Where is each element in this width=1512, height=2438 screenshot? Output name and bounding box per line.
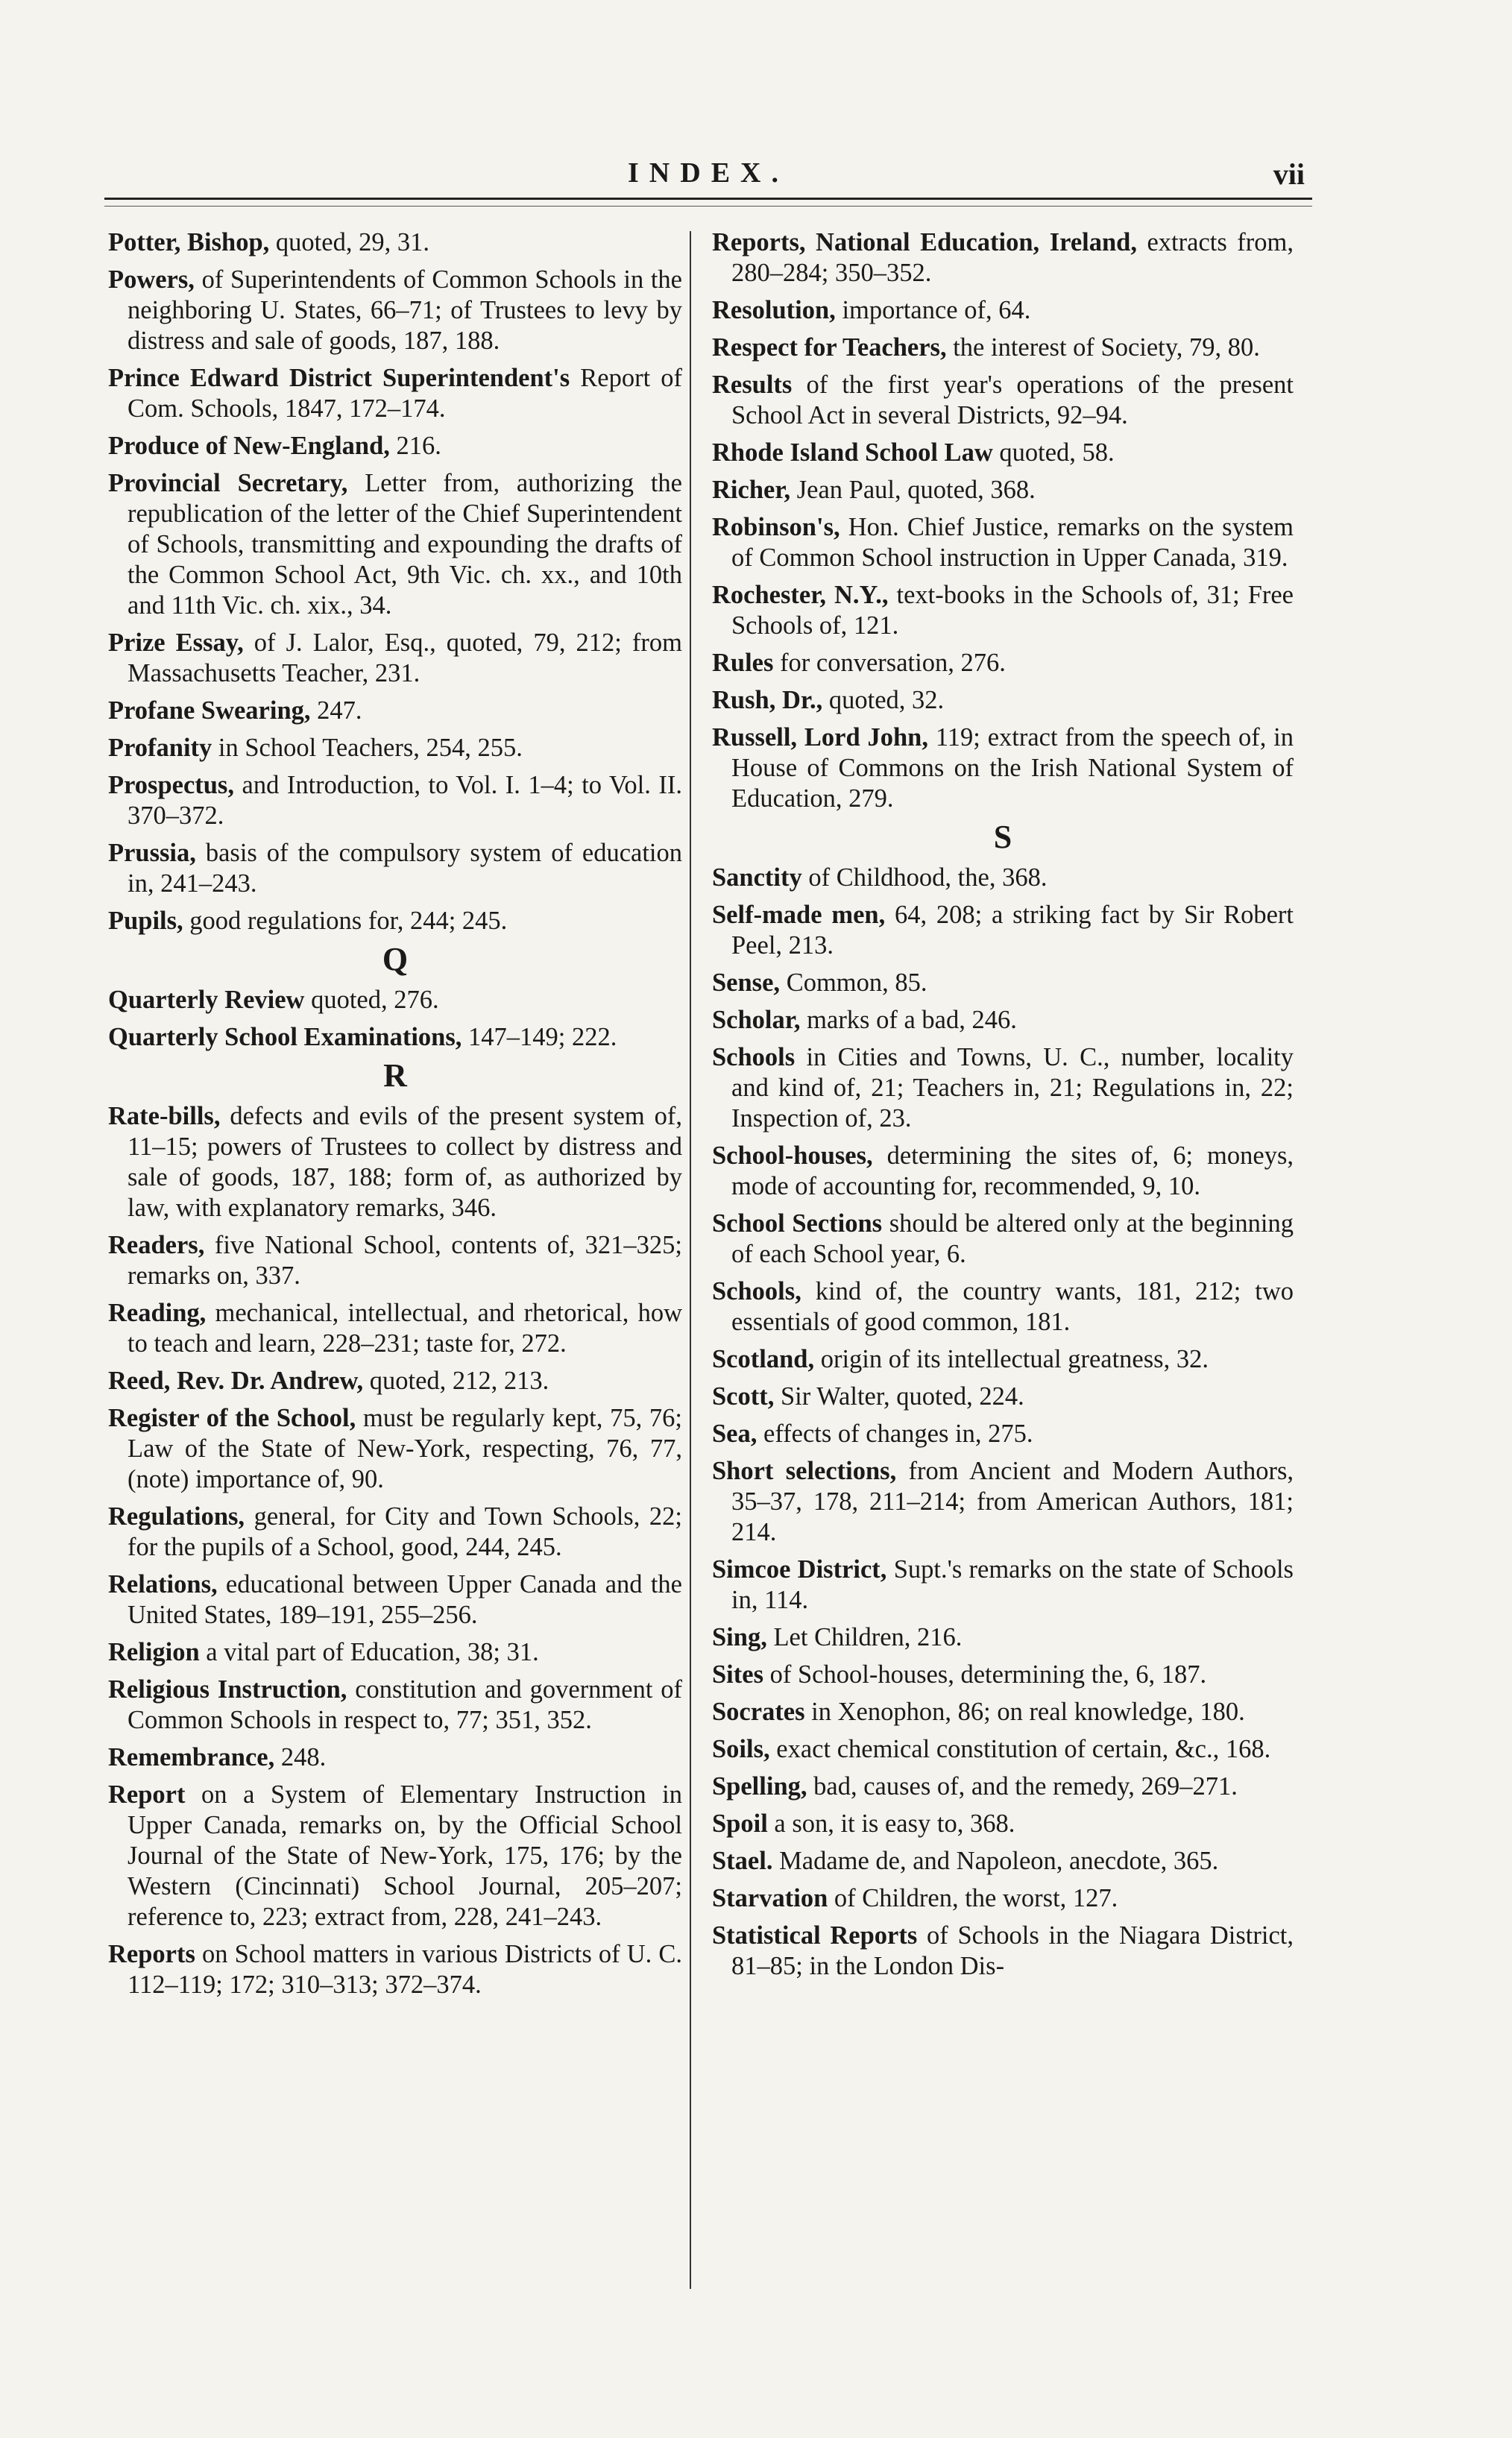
index-entry	[712, 370, 1294, 431]
index-term: Prize Essay,	[108, 629, 244, 657]
index-reference: 247.	[310, 696, 362, 725]
index-term: Prussia,	[108, 839, 196, 867]
index-reference: determining the sites of, 6; moneys, mode of accounting for, recommended, 9, 10.	[731, 1141, 1294, 1200]
index-entry	[108, 696, 682, 726]
index-reference: of Superintendents of Common Schools in the neighboring U. States, 66–71; of Trustees to levy by distress and sale of goods, 187, 188.	[127, 265, 682, 355]
column-divider	[690, 231, 691, 2289]
index-term: Results	[712, 371, 793, 399]
index-term: Reed, Rev. Dr. Andrew,	[108, 1367, 364, 1395]
index-term: Sanctity	[712, 863, 802, 892]
index-reference: of J. Lalor, Esq., quoted, 79, 212; from Massachusetts Teacher, 231.	[127, 629, 682, 687]
index-term: Quarterly Review	[108, 986, 305, 1014]
index-entry	[712, 1209, 1294, 1270]
index-reference: marks of a bad, 246.	[800, 1006, 1017, 1034]
index-reference: defects and evils of the present system of, 11–15; powers of Trustees to collect by distress and sale of goods, 187, 188; form of, as authorized by law, with explanatory remarks, 346.	[127, 1102, 682, 1222]
index-entry	[712, 1555, 1294, 1616]
page-number: vii	[1273, 157, 1305, 191]
index-entry	[108, 468, 682, 621]
index-entry	[712, 1660, 1294, 1690]
index-entry	[712, 295, 1294, 326]
index-term: Rules	[712, 649, 774, 677]
index-term: Short selections,	[712, 1457, 897, 1485]
index-entry	[712, 1382, 1294, 1412]
index-term: Self-made men,	[712, 901, 886, 929]
index-reference: of Schools in the Niagara District, 81–85; in the London Dis-	[731, 1921, 1294, 1980]
index-entry	[108, 1230, 682, 1291]
index-entry	[712, 1846, 1294, 1877]
index-entry	[712, 1419, 1294, 1449]
index-reference: Sir Walter, quoted, 224.	[774, 1382, 1024, 1411]
index-reference: in School Teachers, 254, 255.	[212, 734, 523, 762]
index-term: Prince Edward District Superintendent's	[108, 364, 570, 392]
index-reference: good regulations for, 244; 245.	[183, 907, 508, 935]
running-head: INDEX.	[628, 157, 789, 189]
index-column-left	[108, 227, 682, 2007]
index-term: Prospectus,	[108, 771, 234, 799]
index-reference: importance of, 64.	[835, 296, 1031, 324]
index-entry	[712, 1141, 1294, 1202]
index-term: Profane Swearing,	[108, 696, 311, 725]
index-reference: mechanical, intellectual, and rhetorical, how to teach and learn, 228–231; taste for, 272.	[127, 1299, 682, 1358]
index-term: Socrates	[712, 1698, 805, 1726]
index-term: Remembrance,	[108, 1743, 275, 1771]
index-term: Relations,	[108, 1570, 218, 1598]
index-term: School-houses,	[712, 1141, 873, 1170]
index-term: Simcoe District,	[712, 1555, 887, 1584]
index-entry	[108, 1022, 682, 1053]
index-entry	[712, 968, 1294, 998]
index-reference: Supt.'s remarks on the state of Schools in, 114.	[731, 1555, 1294, 1614]
index-reference: must be regularly kept, 75, 76; Law of the State of New-York, respecting, 76, 77, (note) importance of, 90.	[127, 1404, 682, 1493]
index-reference: and Introduction, to Vol. I. 1–4; to Vol. II. 370–372.	[127, 771, 682, 830]
index-reference: quoted, 32.	[822, 686, 945, 714]
index-entry	[712, 1771, 1294, 1802]
index-reference: Common, 85.	[780, 968, 927, 997]
index-term: Scott,	[712, 1382, 775, 1411]
section-letter: Q	[382, 941, 409, 977]
index-reference: constitution and government of Common Schools in respect to, 77; 351, 352.	[127, 1675, 682, 1734]
index-term: Profanity	[108, 734, 212, 762]
index-term: Spoil	[712, 1809, 768, 1838]
index-entry	[108, 1637, 682, 1668]
index-reference: 248.	[274, 1743, 327, 1771]
index-term: Reports, National Education, Ireland,	[712, 228, 1137, 256]
index-entry	[712, 1883, 1294, 1914]
index-term: Russell, Lord John,	[712, 723, 928, 752]
index-term: Reports	[108, 1940, 195, 1968]
index-term: Spelling,	[712, 1772, 807, 1801]
index-entry	[712, 227, 1294, 289]
index-entry	[712, 1809, 1294, 1839]
index-entry	[108, 985, 682, 1015]
index-term: Potter, Bishop,	[108, 228, 270, 256]
index-term: Statistical Reports	[712, 1921, 918, 1950]
index-term: Produce of New-England,	[108, 432, 390, 460]
index-entry	[712, 685, 1294, 716]
index-entry	[712, 1622, 1294, 1653]
index-entry	[712, 1921, 1294, 1982]
index-entry	[108, 770, 682, 831]
index-reference: Madame de, and Napoleon, anecdote, 365.	[772, 1847, 1219, 1875]
index-reference: Jean Paul, quoted, 368.	[790, 476, 1036, 504]
index-reference: basis of the compulsory system of education in, 241–243.	[127, 839, 682, 898]
index-term: Register of the School,	[108, 1404, 356, 1432]
index-term: Sites	[712, 1660, 763, 1689]
index-entry	[108, 1780, 682, 1933]
index-term: Sing,	[712, 1623, 767, 1651]
index-entry	[108, 838, 682, 899]
index-term: Respect for Teachers,	[712, 333, 947, 362]
index-reference: of Childhood, the, 368.	[801, 863, 1048, 892]
index-term: Scholar,	[712, 1006, 801, 1034]
index-entry	[712, 648, 1294, 678]
index-term: Powers,	[108, 265, 195, 294]
index-reference: of the first year's operations of the present School Act in several Districts, 92–94.	[731, 371, 1294, 429]
index-reference: 147–149; 222.	[462, 1023, 617, 1051]
index-reference: five National School, contents of, 321–325; remarks on, 337.	[127, 1231, 682, 1290]
index-entry	[108, 1298, 682, 1359]
index-term: Pupils,	[108, 907, 183, 935]
index-reference: quoted, 276.	[304, 986, 439, 1014]
index-entry	[712, 1042, 1294, 1134]
index-entry	[712, 722, 1294, 814]
index-reference: on School matters in various Districts of U. C. 112–119; 172; 310–313; 372–374.	[127, 1940, 682, 1999]
index-term: Report	[108, 1780, 186, 1809]
index-reference: kind of, the country wants, 181, 212; two essentials of good common, 181.	[731, 1277, 1294, 1336]
index-term: Sense,	[712, 968, 781, 997]
index-reference: of Children, the worst, 127.	[828, 1884, 1118, 1912]
index-term: Religion	[108, 1638, 200, 1666]
index-entry	[712, 1005, 1294, 1036]
section-letter: R	[383, 1057, 407, 1094]
index-reference: Letter from, authorizing the republication of the letter of the Chief Superintendent of Schools, transmitting and expounding the drafts of the Common School Act, 9th Vic. ch. xx., and 10th and 11th Vic. ch. xix., 34.	[127, 469, 682, 620]
index-reference: for conversation, 276.	[773, 649, 1006, 677]
index-entry	[108, 1939, 682, 2000]
index-reference: quoted, 58.	[992, 438, 1115, 467]
index-reference: origin of its intellectual greatness, 32.	[814, 1345, 1209, 1373]
index-reference: 119; extract from the speech of, in House of Commons on the Irish National System of Education, 279.	[731, 723, 1294, 813]
index-term: Rate-bills,	[108, 1102, 221, 1130]
index-entry	[712, 900, 1294, 961]
index-entry	[108, 431, 682, 462]
index-term: Sea,	[712, 1420, 757, 1448]
index-reference: a son, it is easy to, 368.	[767, 1809, 1015, 1838]
index-entry	[108, 628, 682, 689]
index-reference: on a System of Elementary Instruction in Upper Canada, remarks on, by the Official School Journal of the State of New-York, 175, 176; by the Western (Cincinnati) School Journal, 205–207; reference to, 223; extract from, 228, 241–243.	[127, 1780, 682, 1931]
index-entry	[712, 1276, 1294, 1338]
index-reference: quoted, 29, 31.	[269, 228, 429, 256]
index-term: Quarterly School Examinations,	[108, 1023, 462, 1051]
index-term: Readers,	[108, 1231, 205, 1259]
index-entry	[712, 475, 1294, 505]
index-reference: of School-houses, determining the, 6, 187.	[763, 1660, 1207, 1689]
index-entry	[108, 906, 682, 936]
index-column-right	[712, 227, 1294, 1988]
index-term: Robinson's,	[712, 513, 840, 541]
index-reference: general, for City and Town Schools, 22; for the pupils of a School, good, 244, 245.	[127, 1502, 682, 1561]
index-term: Soils,	[712, 1735, 770, 1763]
header-rule	[104, 198, 1312, 207]
index-reference: bad, causes of, and the remedy, 269–271.	[807, 1772, 1238, 1801]
index-term: Regulations,	[108, 1502, 245, 1531]
index-reference: in Xenophon, 86; on real knowledge, 180.	[804, 1698, 1245, 1726]
index-entry	[712, 512, 1294, 573]
index-entry	[712, 580, 1294, 641]
index-entry	[108, 1101, 682, 1223]
index-term: Schools	[712, 1043, 796, 1071]
index-term: Religious Instruction,	[108, 1675, 347, 1704]
index-entry	[108, 1403, 682, 1495]
index-entry	[712, 1734, 1294, 1765]
index-entry	[712, 863, 1294, 893]
index-term: School Sections	[712, 1209, 883, 1238]
index-reference: quoted, 212, 213.	[363, 1367, 549, 1395]
index-entry	[108, 1675, 682, 1736]
index-reference: 64, 208; a striking fact by Sir Robert Peel, 213.	[731, 901, 1294, 960]
index-term: Rhode Island School Law	[712, 438, 993, 467]
index-term: Resolution,	[712, 296, 836, 324]
index-entry	[712, 1456, 1294, 1548]
index-reference: Let Children, 216.	[766, 1623, 963, 1651]
index-entry	[108, 265, 682, 356]
index-term: Scotland,	[712, 1345, 815, 1373]
index-term: Richer,	[712, 476, 791, 504]
index-reference: 216.	[389, 432, 441, 460]
index-reference: educational between Upper Canada and the United States, 189–191, 255–256.	[127, 1570, 682, 1629]
index-term: Stael.	[712, 1847, 773, 1875]
index-reference: Report of Com. Schools, 1847, 172–174.	[127, 364, 682, 423]
index-entry	[108, 363, 682, 424]
index-reference: from Ancient and Modern Authors, 35–37, 178, 211–214; from American Authors, 181; 214.	[731, 1457, 1294, 1546]
index-reference: extracts from, 280–284; 350–352.	[731, 228, 1294, 287]
index-term: Starvation	[712, 1884, 828, 1912]
index-entry	[108, 1366, 682, 1396]
index-reference: the interest of Society, 79, 80.	[946, 333, 1260, 362]
index-reference: effects of changes in, 275.	[757, 1420, 1033, 1448]
index-term: Provincial Secretary,	[108, 469, 348, 497]
section-letter: S	[993, 819, 1012, 855]
index-reference: a vital part of Education, 38; 31.	[199, 1638, 539, 1666]
index-reference: in Cities and Towns, U. C., number, locality and kind of, 21; Teachers in, 21; Regulations in, 22; Inspection of, 23.	[731, 1043, 1294, 1133]
index-term: Schools,	[712, 1277, 801, 1305]
index-entry	[108, 1742, 682, 1773]
index-entry	[108, 733, 682, 763]
index-entry	[108, 227, 682, 258]
index-entry	[108, 1569, 682, 1631]
index-entry	[712, 1344, 1294, 1375]
index-entry	[712, 333, 1294, 363]
index-entry	[712, 1697, 1294, 1727]
index-entry	[712, 438, 1294, 468]
index-reference: exact chemical constitution of certain, &c., 168.	[769, 1735, 1271, 1763]
index-entry	[108, 1502, 682, 1563]
index-reference: text-books in the Schools of, 31; Free Schools of, 121.	[731, 581, 1294, 640]
index-term: Rochester, N.Y.,	[712, 581, 889, 609]
index-term: Rush, Dr.,	[712, 686, 823, 714]
index-reference: Hon. Chief Justice, remarks on the system of Common School instruction in Upper Canada, 319.	[731, 513, 1294, 572]
index-term: Reading,	[108, 1299, 207, 1327]
index-reference: should be altered only at the beginning of each School year, 6.	[731, 1209, 1294, 1268]
